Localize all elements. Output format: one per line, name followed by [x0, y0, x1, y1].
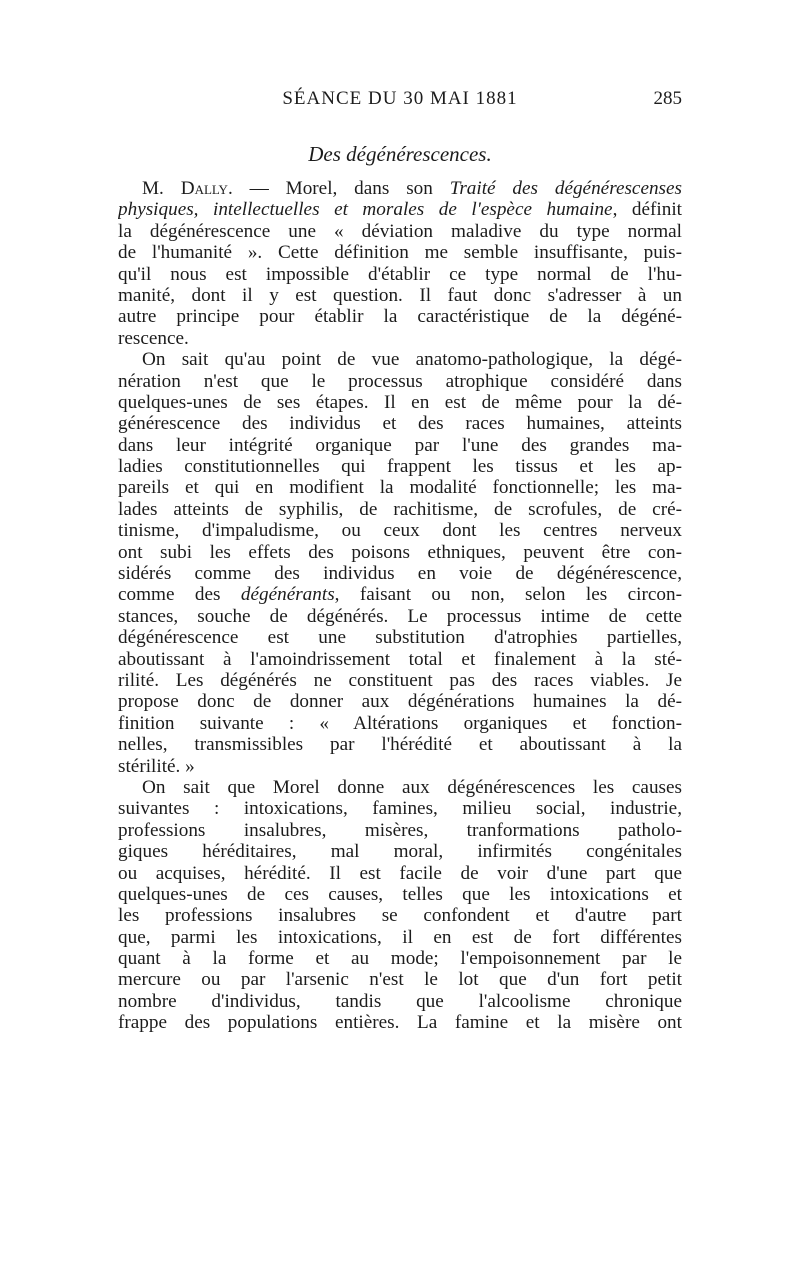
text-line: les professions insalubres se confondent et d'autre part	[118, 905, 682, 927]
text-line: rescence.	[118, 327, 189, 349]
text-line: stances, souche de dégénérés. Le processus intime de cette	[118, 605, 682, 627]
text-line: nération n'est que le processus atrophique considéré dans	[118, 370, 682, 392]
text-line: On sait que Morel donne aux dégénérescences les causes	[142, 776, 682, 798]
text-line: aboutissant à l'amoindrissement total et finalement à la sté-	[118, 648, 682, 670]
text-line: générescence des individus et des races humaines, atteints	[118, 413, 682, 435]
text-line: de l'humanité ». Cette définition me semble insuffisante, puis-	[118, 242, 682, 264]
text-line: M. Dally. — Morel, dans son Traité des dégénérescenses	[142, 178, 682, 199]
page-number: 285	[653, 88, 682, 109]
running-title: SÉANCE DU 30 MAI 1881	[282, 88, 518, 109]
text-line: dans leur intégrité organique par l'une des grandes ma-	[118, 434, 682, 456]
text-line: quelques-unes de ses étapes. Il en est de même pour la dé-	[118, 391, 682, 413]
paragraph	[118, 178, 682, 349]
text-line: rilité. Les dégénérés ne constituent pas des races viables. Je	[118, 669, 682, 691]
text-line: On sait qu'au point de vue anatomo-pathologique, la dégé-	[142, 349, 682, 371]
text-line: dégénérescence est une substitution d'atrophies partielles,	[118, 627, 682, 649]
text-line: propose donc de donner aux dégénérations humaines la dé-	[118, 691, 682, 713]
text-line: quelques-unes de ces causes, telles que les intoxications et	[118, 883, 682, 905]
text-line: manité, dont il y est question. Il faut donc s'adresser à un	[118, 284, 682, 306]
text-line: la dégénérescence une « déviation maladive du type normal	[118, 220, 682, 242]
text-line: nelles, transmissibles par l'hérédité et aboutissant à la	[118, 734, 682, 756]
section-title: Des dégénérescences.	[308, 142, 492, 166]
paragraph	[118, 777, 682, 1034]
text-line: ladies constitutionnelles qui frappent les tissus et les ap-	[118, 456, 682, 478]
text-line: ou acquises, hérédité. Il est facile de voir d'une part que	[118, 862, 682, 884]
text-line: lades atteints de syphilis, de rachitisme, de scrofules, de cré-	[118, 498, 682, 520]
body-text	[118, 178, 682, 1034]
text-line: pareils et qui en modifient la modalité fonctionnelle; les ma-	[118, 477, 682, 499]
text-line: comme des dégénérants, faisant ou non, selon les circon-	[118, 584, 682, 606]
text-line: autre principe pour établir la caractéristique de la dégéné-	[118, 306, 682, 328]
text-line: sidérés comme des individus en voie de dégénérescence,	[118, 563, 682, 585]
text-line: frappe des populations entières. La famine et la misère ont	[118, 1012, 682, 1034]
paragraph	[118, 349, 682, 777]
text-line: physiques, intellectuelles et morales de l'espèce humaine, définit	[118, 199, 682, 221]
text-line: nombre d'individus, tandis que l'alcoolisme chronique	[118, 990, 682, 1012]
text-line: tinisme, d'impaludisme, ou ceux dont les centres nerveux	[118, 520, 682, 542]
text-line: ont subi les effets des poisons ethniques, peuvent être con-	[118, 541, 682, 563]
running-head	[118, 88, 682, 118]
text-line: finition suivante : « Altérations organiques et fonction-	[118, 712, 682, 734]
text-line: mercure ou par l'arsenic n'est le lot que d'un fort petit	[118, 969, 682, 991]
text-line: giques héréditaires, mal moral, infirmités congénitales	[118, 841, 682, 863]
text-line: suivantes : intoxications, famines, milieu social, industrie,	[118, 798, 682, 820]
text-line: que, parmi les intoxications, il en est de fort différentes	[118, 926, 682, 948]
text-line: quant à la forme et au mode; l'empoisonnement par le	[118, 948, 682, 970]
text-line: professions insalubres, misères, tranformations patholo-	[118, 819, 682, 841]
text-line: qu'il nous est impossible d'établir ce type normal de l'hu-	[118, 263, 682, 285]
text-line: stérilité. »	[118, 755, 195, 777]
